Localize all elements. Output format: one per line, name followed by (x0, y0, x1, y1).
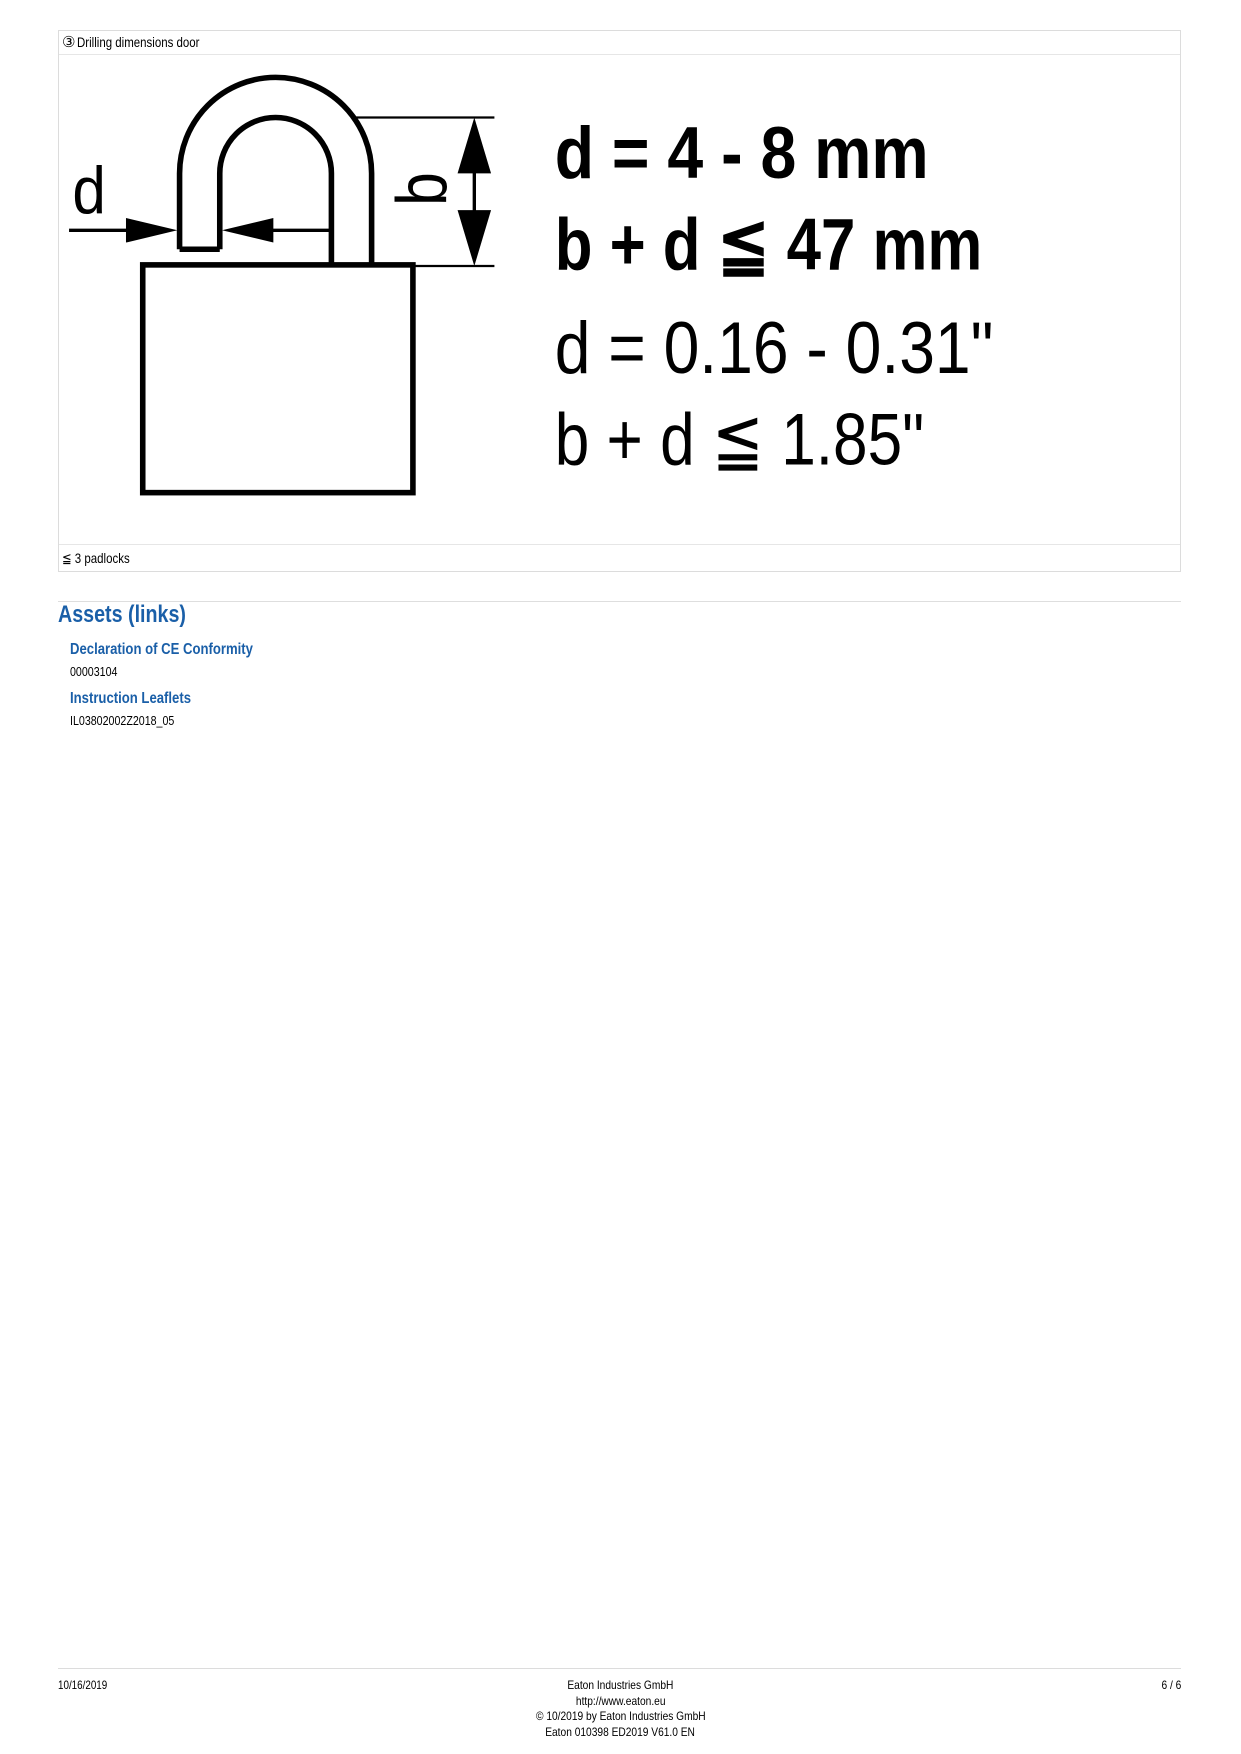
dimension-d (69, 154, 334, 243)
asset-item-declaration (70, 640, 293, 681)
asset-link-text[interactable]: IL03802002Z2018_05 (70, 713, 175, 728)
formula-bd-inch: b + d ≦ 1.85" (554, 397, 925, 481)
footer-document-id: Eaton 010398 ED2019 V61.0 EN (545, 1724, 696, 1739)
formula-d-inch: d = 0.16 - 0.31" (554, 306, 994, 390)
arrowhead-down-icon (458, 210, 491, 266)
asset-item-instruction-leaflets (70, 689, 293, 730)
asset-link[interactable] (70, 712, 293, 730)
footer-url[interactable]: http://www.eaton.eu (575, 1693, 666, 1708)
asset-title-text: Instruction Leaflets (70, 690, 192, 707)
asset-title-text: Declaration of CE Conformity (70, 641, 253, 658)
asset-title (70, 689, 293, 709)
footer-page-number-text: 6 / 6 (1161, 1678, 1181, 1692)
label-d: d (72, 153, 106, 229)
figure-caption-row (59, 31, 1180, 55)
figure-note-row (59, 544, 1180, 571)
padlock-dimension-drawing (59, 55, 1180, 544)
padlock-drawing-svg (59, 55, 1180, 544)
padlock-count-note: ≦ 3 padlocks (62, 550, 130, 566)
padlock-shackle-outer (180, 77, 372, 265)
formula-bd-mm: b + d ≦ 47 mm (554, 202, 983, 286)
arrowhead-right-icon (126, 218, 177, 243)
footer-page-number (1158, 1678, 1181, 1694)
footer-divider (58, 1668, 1181, 1669)
padlock-shackle-inner (220, 118, 332, 265)
arrowhead-up-icon (458, 118, 491, 174)
figure-table (58, 30, 1181, 572)
arrowhead-left-icon (222, 218, 273, 243)
padlock-body (143, 265, 413, 493)
padlock-icon (143, 77, 413, 492)
asset-link-text[interactable]: 00003104 (70, 664, 118, 679)
label-b: b (382, 165, 463, 206)
asset-link[interactable] (70, 663, 293, 681)
footer-copyright: © 10/2019 by Eaton Industries GmbH (535, 1709, 706, 1723)
assets-heading (58, 600, 214, 630)
assets-heading-text: Assets (links) (58, 601, 186, 628)
figure-caption: Drilling dimensions door (77, 34, 200, 50)
dimension-formulas (555, 111, 994, 481)
circled-number-marker: ③ (62, 33, 76, 51)
asset-title (70, 640, 293, 660)
asset-list (70, 640, 293, 738)
footer-date-text: 10/16/2019 (58, 1678, 108, 1692)
section-divider (58, 601, 1181, 602)
footer-center-block (0, 1678, 1241, 1740)
footer-company: Eaton Industries GmbH (567, 1678, 674, 1692)
formula-d-mm: d = 4 - 8 mm (554, 110, 929, 194)
dimension-b (354, 118, 495, 266)
